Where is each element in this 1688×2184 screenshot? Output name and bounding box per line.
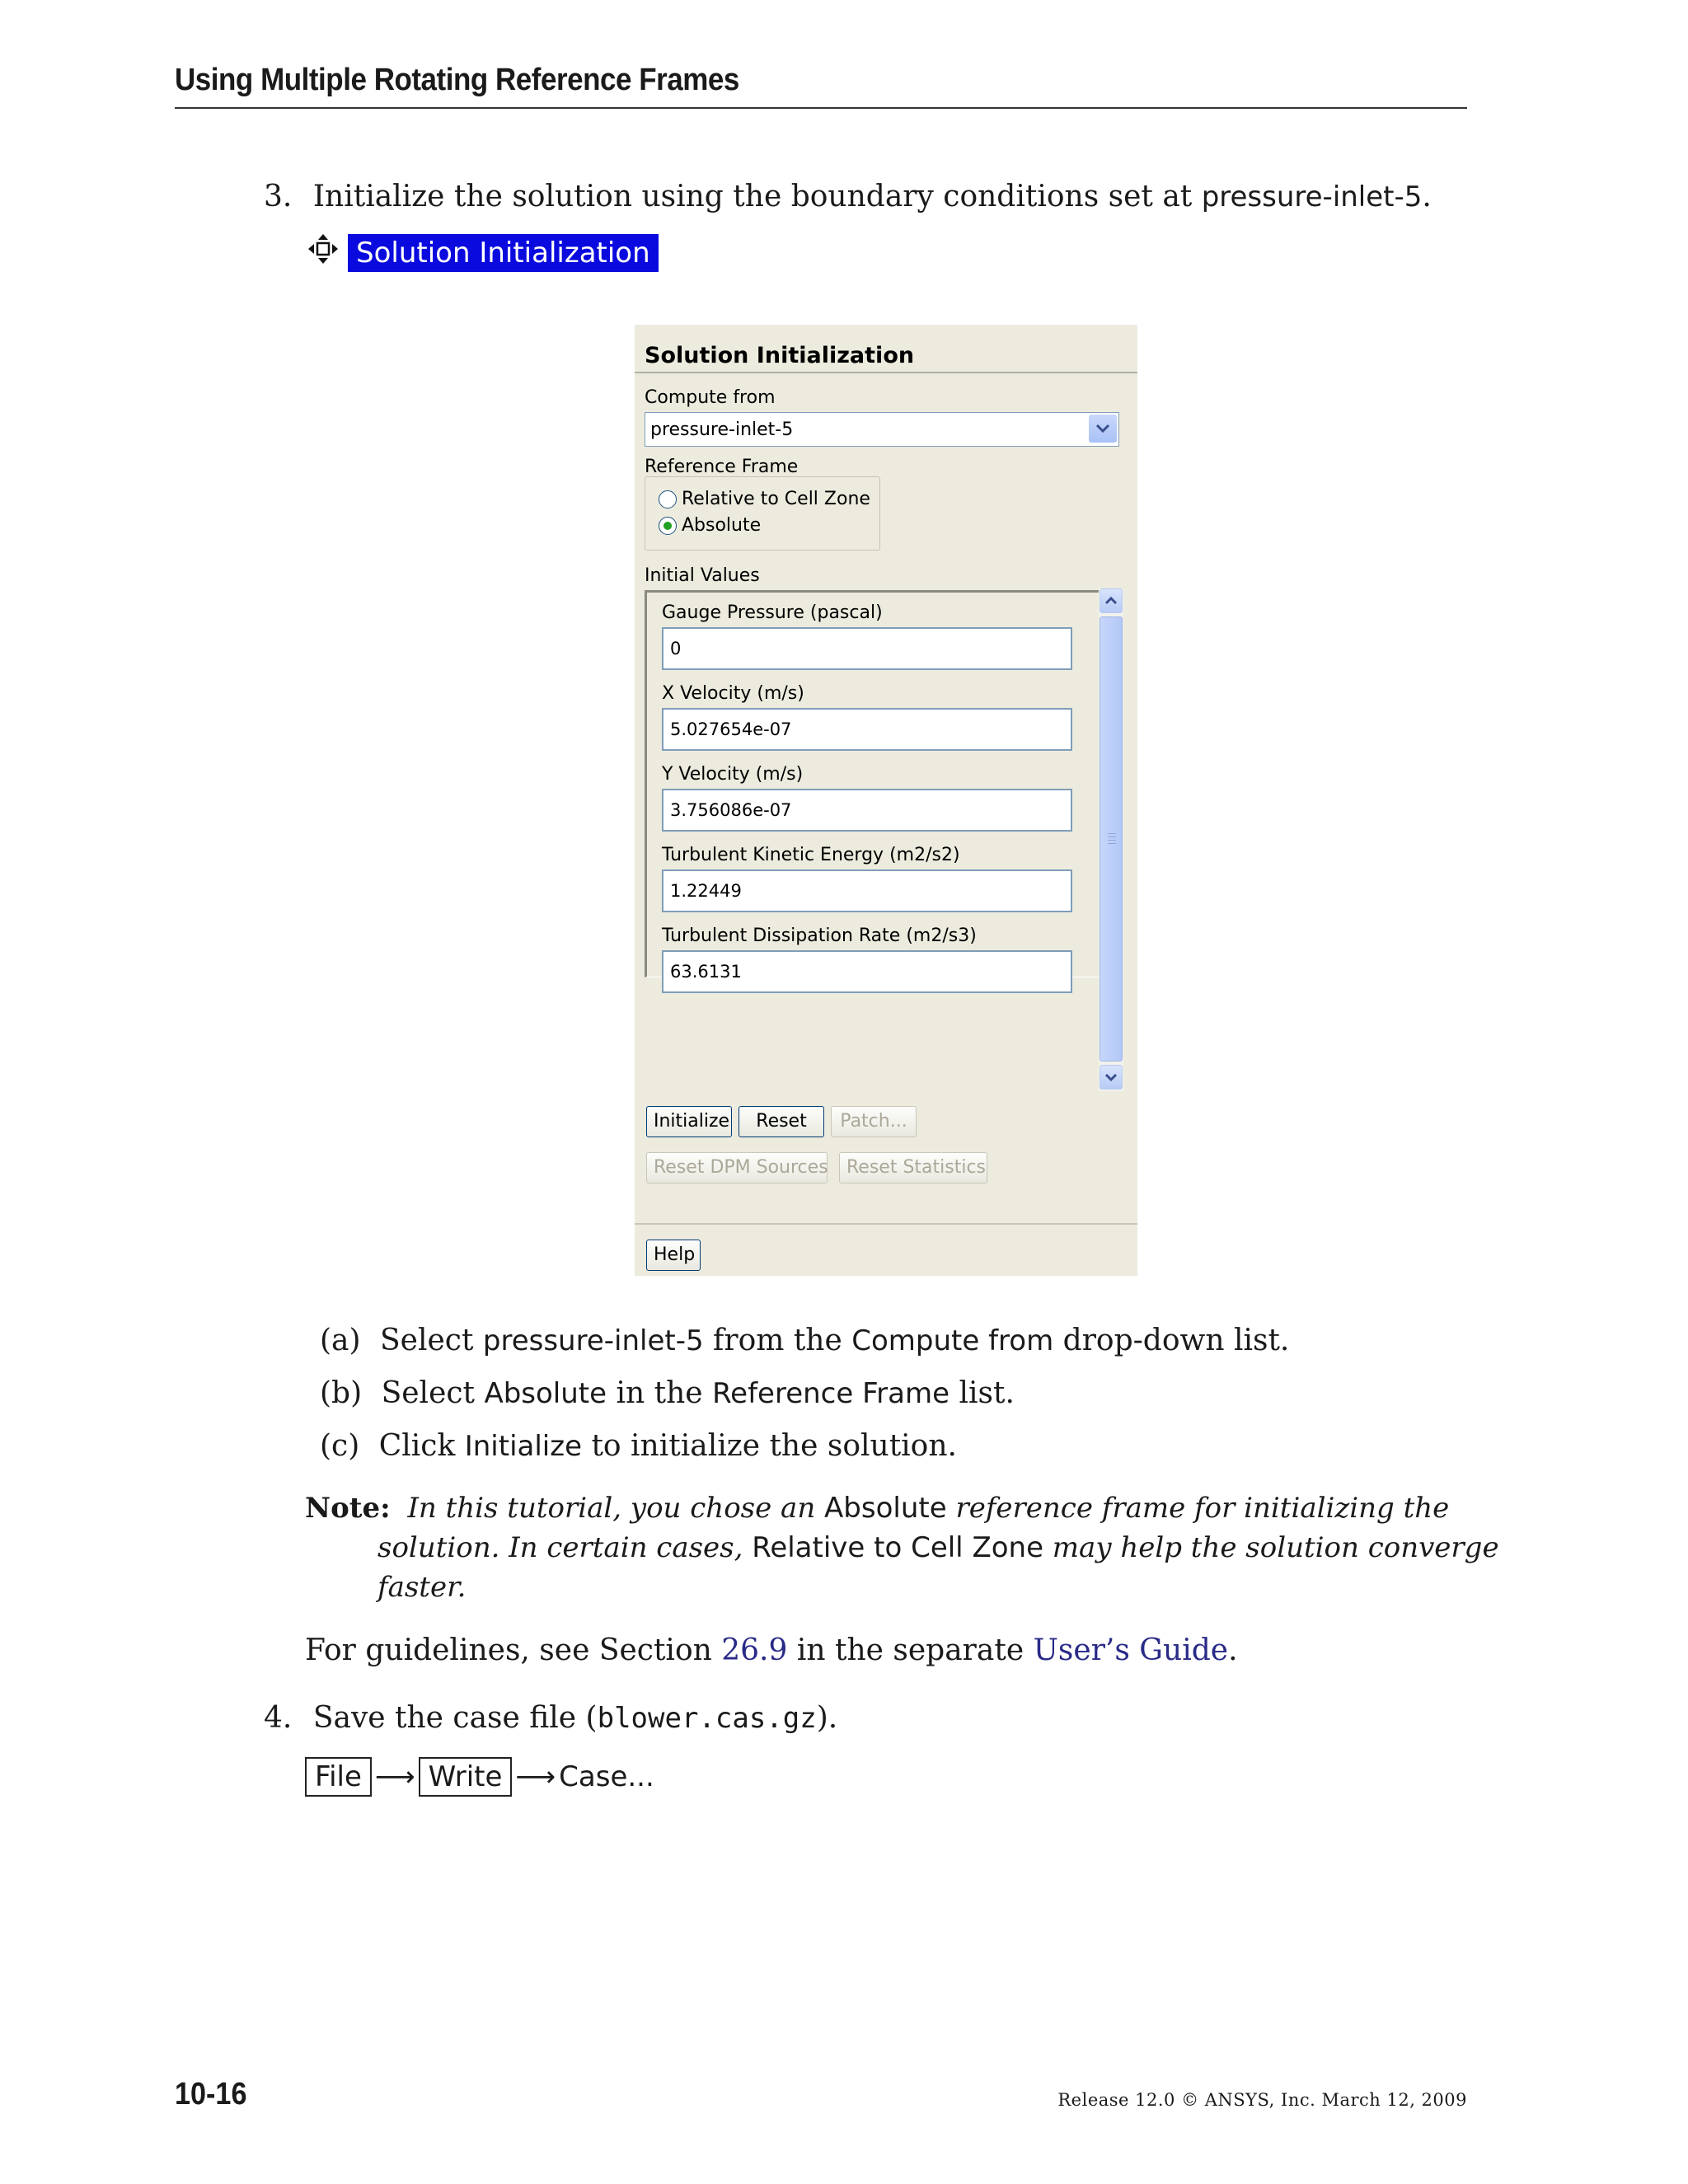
menu-case[interactable]: Case... <box>559 1760 654 1793</box>
menu-path <box>305 1757 654 1797</box>
turbulent-dissipation-rate-label: Turbulent Dissipation Rate (m2/s3) <box>662 926 977 946</box>
reset-dpm-sources-button[interactable]: Reset DPM Sources <box>646 1152 828 1183</box>
page-number: 10-16 <box>175 2077 247 2111</box>
turbulent-kinetic-energy-label: Turbulent Kinetic Energy (m2/s2) <box>662 845 960 865</box>
note-line-1 <box>305 1492 1449 1525</box>
release-line: Release 12.0 © ANSYS, Inc. March 12, 2009 <box>1057 2090 1467 2110</box>
guidelines-text-1: For guidelines, see Section <box>305 1633 722 1667</box>
substep-c-keyword-1: Initialize <box>464 1430 583 1463</box>
compute-from-label: Compute from <box>645 387 776 408</box>
note-text-2b: may help the solution converge <box>1043 1531 1499 1564</box>
substep-c-text-2: to initialize the solution. <box>582 1429 957 1463</box>
substep-b-text-3: list. <box>950 1376 1015 1410</box>
gauge-pressure-input[interactable] <box>662 627 1072 670</box>
substep-a-marker: (a) <box>320 1324 361 1357</box>
reference-frame-label: Reference Frame <box>645 457 799 477</box>
x-velocity-field[interactable] <box>663 710 1071 749</box>
scroll-up-icon[interactable] <box>1100 588 1123 613</box>
menu-write[interactable]: Write <box>419 1757 513 1797</box>
substep-a-keyword-1: pressure-inlet-5 <box>482 1324 704 1357</box>
note-text-1a: In this tutorial, you chose an <box>407 1492 825 1525</box>
note-text-1b: reference frame for initializing the <box>946 1492 1450 1525</box>
substep-b-keyword-2: Reference Frame <box>712 1377 950 1410</box>
note-keyword-relative: Relative to Cell Zone <box>752 1531 1043 1564</box>
substep-a-text-1: Select <box>380 1324 483 1357</box>
step-4-line <box>264 1701 837 1735</box>
compute-from-value: pressure-inlet-5 <box>650 419 794 440</box>
substep-a-text-2: from the <box>703 1324 852 1357</box>
note-line-2 <box>377 1531 1499 1564</box>
menu-file[interactable]: File <box>305 1757 372 1797</box>
substep-a-keyword-2: Compute from <box>851 1324 1054 1357</box>
y-velocity-field[interactable] <box>663 790 1071 830</box>
substep-c-marker: (c) <box>320 1429 360 1463</box>
scroll-thumb[interactable] <box>1100 616 1123 1062</box>
substep-a-text-3: drop-down list. <box>1053 1324 1290 1357</box>
radio-relative-to-cell-zone[interactable] <box>659 489 870 509</box>
note-text-2a: solution. In certain cases, <box>377 1531 753 1564</box>
radio-absolute-label: Absolute <box>682 515 762 536</box>
turbulent-kinetic-energy-input[interactable] <box>662 869 1072 912</box>
section-link[interactable]: 26.9 <box>721 1633 788 1667</box>
substep-a <box>320 1324 1289 1357</box>
x-velocity-input[interactable] <box>662 708 1072 751</box>
menu-arrow-2: ⟶ <box>515 1760 556 1793</box>
radio-relative-button[interactable] <box>659 490 677 509</box>
patch-button[interactable]: Patch... <box>831 1106 917 1137</box>
note-label: Note: <box>305 1492 391 1525</box>
chevron-down-icon[interactable] <box>1089 415 1117 443</box>
scroll-down-icon[interactable] <box>1100 1065 1123 1090</box>
y-velocity-input[interactable] <box>662 789 1072 832</box>
radio-absolute[interactable] <box>659 515 761 536</box>
compute-from-dropdown[interactable] <box>645 412 1119 447</box>
step-4-filename: blower.cas.gz <box>597 1702 817 1735</box>
step-4-text-1: Save the case file ( <box>312 1701 598 1735</box>
step-3-end: . <box>1422 180 1432 213</box>
dialog-title: Solution Initialization <box>645 343 915 368</box>
turbulent-kinetic-energy-field[interactable] <box>663 871 1071 911</box>
turbulent-dissipation-rate-field[interactable] <box>663 952 1071 991</box>
step-4-text-2: ). <box>816 1701 838 1735</box>
turbulent-dissipation-rate-input[interactable] <box>662 950 1072 993</box>
note-line-3: faster. <box>377 1571 467 1604</box>
guidelines-text-2: in the separate <box>787 1633 1034 1667</box>
reference-frame-group <box>645 476 880 551</box>
menu-arrow-1: ⟶ <box>374 1760 415 1793</box>
gauge-pressure-field[interactable] <box>663 629 1071 668</box>
radio-absolute-button[interactable] <box>659 517 677 535</box>
header-rule <box>175 107 1467 109</box>
initial-values-label: Initial Values <box>645 565 760 586</box>
solution-initialization-dialog <box>635 325 1137 1276</box>
solution-initialization-nav-link[interactable]: Solution Initialization <box>348 234 659 272</box>
step-3-number: 3. <box>264 180 293 213</box>
initial-values-panel <box>645 590 1100 977</box>
step-3-target: pressure-inlet-5 <box>1201 180 1423 213</box>
initial-values-scrollbar[interactable] <box>1099 588 1123 1091</box>
navigation-pane-icon <box>307 232 340 265</box>
substep-b-keyword-1: Absolute <box>484 1377 607 1410</box>
guidelines-line <box>305 1633 1238 1667</box>
step-4-number: 4. <box>264 1701 293 1735</box>
substep-b-marker: (b) <box>320 1376 363 1410</box>
users-guide-link[interactable]: User’s Guide <box>1033 1633 1229 1667</box>
help-button[interactable]: Help <box>646 1240 701 1271</box>
running-header: Using Multiple Rotating Reference Frames <box>175 63 739 97</box>
step-3-line <box>264 180 1432 213</box>
reset-statistics-button[interactable]: Reset Statistics <box>839 1152 987 1183</box>
substep-c-text-1: Click <box>378 1429 465 1463</box>
step-3-text: Initialize the solution using the boundary conditions set at <box>312 180 1202 213</box>
reset-button[interactable]: Reset <box>738 1106 824 1137</box>
note-keyword-absolute: Absolute <box>824 1492 947 1525</box>
dialog-bottom-divider <box>635 1223 1137 1225</box>
initialize-button[interactable]: Initialize <box>646 1106 732 1137</box>
guidelines-text-3: . <box>1228 1633 1238 1667</box>
radio-relative-label: Relative to Cell Zone <box>682 489 870 509</box>
substep-b-text-1: Select <box>381 1376 485 1410</box>
substep-c <box>320 1429 957 1463</box>
dialog-title-divider <box>635 372 1137 373</box>
substep-b <box>320 1376 1015 1410</box>
gauge-pressure-label: Gauge Pressure (pascal) <box>662 602 883 623</box>
x-velocity-label: X Velocity (m/s) <box>662 683 804 704</box>
y-velocity-label: Y Velocity (m/s) <box>662 764 804 785</box>
substep-b-text-2: in the <box>607 1376 713 1410</box>
